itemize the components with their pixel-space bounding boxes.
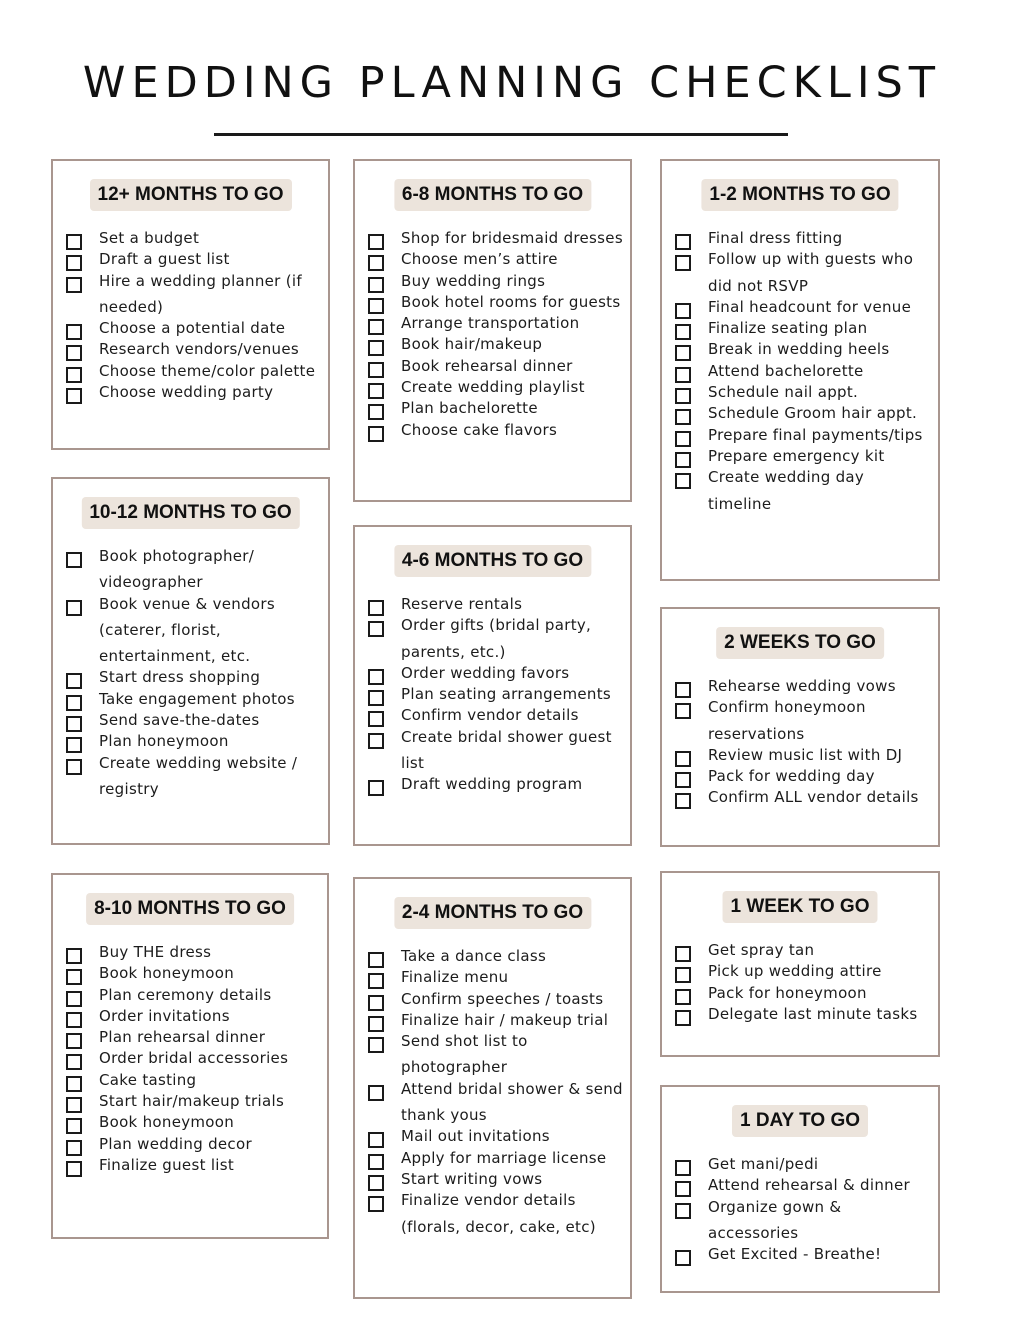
checkbox[interactable]	[675, 967, 691, 983]
checklist-item-label: Rehearse wedding vows	[708, 677, 896, 695]
checklist-item-label: Buy wedding rings	[401, 271, 546, 290]
checkbox[interactable]	[368, 1154, 384, 1170]
section-heading: 2-4 MONTHS TO GO	[394, 897, 591, 929]
checklist-items	[368, 948, 630, 1240]
checkbox[interactable]	[675, 345, 691, 361]
checklist-items	[66, 230, 328, 405]
checkbox[interactable]	[675, 409, 691, 425]
checkbox[interactable]	[66, 1033, 82, 1049]
checklist-section	[353, 159, 632, 502]
checklist-item-label: Finalize seating plan	[708, 319, 868, 338]
checkbox[interactable]	[66, 324, 82, 340]
section-heading: 1-2 MONTHS TO GO	[701, 179, 898, 211]
checklist-item-label: Take a dance class	[401, 947, 547, 965]
checklist-item-label: Schedule nail appt.	[708, 383, 859, 402]
checkbox[interactable]	[368, 1085, 384, 1101]
checkbox[interactable]	[368, 600, 384, 616]
checklist-item-label: Finalize guest list	[99, 1155, 235, 1174]
checkbox[interactable]	[368, 298, 384, 314]
checklist-item	[675, 469, 938, 517]
section-heading: 12+ MONTHS TO GO	[90, 179, 292, 211]
checklist-items	[66, 548, 328, 802]
checkbox[interactable]	[66, 367, 82, 383]
checkbox[interactable]	[368, 340, 384, 356]
checklist-section	[660, 159, 940, 581]
checklist-item-label: Send save-the-dates	[99, 711, 260, 730]
section-heading: 2 WEEKS TO GO	[716, 627, 884, 659]
checkbox[interactable]	[368, 780, 384, 796]
checklist-item-label: Draft a guest list	[99, 250, 230, 269]
checklist-item-label: Get mani/pedi	[708, 1155, 819, 1173]
checklist-item	[368, 729, 630, 777]
checkbox[interactable]	[675, 388, 691, 404]
checkbox[interactable]	[368, 404, 384, 420]
checkbox[interactable]	[675, 1160, 691, 1176]
checklist-item-label: Pack for honeymoon	[708, 983, 867, 1002]
checklist-item-label: Finalize vendor details (florals, decor, cake, etc)	[401, 1191, 596, 1236]
checkbox[interactable]	[675, 255, 691, 271]
checkbox[interactable]	[368, 383, 384, 399]
checklist-item	[675, 1199, 938, 1247]
checklist-item-label: Plan ceremony details	[99, 985, 272, 1004]
checklist-item-label: Set a budget	[99, 229, 200, 247]
checkbox[interactable]	[66, 1076, 82, 1092]
checkbox[interactable]	[66, 600, 82, 616]
checklist-item-label: Choose wedding party	[99, 383, 274, 402]
checklist-item-label: Choose theme/color palette	[99, 361, 316, 380]
checkbox[interactable]	[66, 552, 82, 568]
checklist-item-label: Confirm honeymoon reservations	[708, 698, 866, 743]
checkbox[interactable]	[675, 324, 691, 340]
checkbox[interactable]	[368, 1132, 384, 1148]
checklist-section	[51, 159, 330, 450]
checkbox[interactable]	[675, 367, 691, 383]
checkbox[interactable]	[66, 948, 82, 964]
checkbox[interactable]	[368, 1037, 384, 1053]
checklist-item-label: Choose a potential date	[99, 319, 286, 338]
checkbox[interactable]	[368, 669, 384, 685]
checkbox[interactable]	[66, 759, 82, 775]
checklist-item-label: Prepare emergency kit	[708, 446, 885, 465]
checklist-item-label: Get spray tan	[708, 941, 815, 959]
checklist-item-label: Book rehearsal dinner	[401, 356, 573, 375]
checklist-item-label: Choose cake flavors	[401, 420, 558, 439]
checklist-item-label: Send shot list to photographer	[401, 1032, 528, 1077]
checklist-item	[675, 1246, 938, 1267]
section-heading: 8-10 MONTHS TO GO	[86, 893, 294, 925]
checklist-item-label: Plan rehearsal dinner	[99, 1028, 266, 1047]
checklist-item-label: Book honeymoon	[99, 1113, 235, 1132]
checkbox[interactable]	[66, 1097, 82, 1113]
checklist-item	[368, 1033, 630, 1081]
checkbox[interactable]	[368, 995, 384, 1011]
checklist-item-label: Create wedding website / registry	[99, 753, 298, 798]
checklist-item-label: Start hair/makeup trials	[99, 1092, 285, 1111]
checklist-item-label: Create bridal shower guest list	[401, 727, 612, 773]
checklist-item-label: Reserve rentals	[401, 595, 523, 613]
section-heading: 4-6 MONTHS TO GO	[394, 545, 591, 577]
checklist-items	[675, 678, 938, 811]
checklist-item-label: Apply for marriage license	[401, 1148, 607, 1167]
checkbox[interactable]	[66, 1118, 82, 1134]
checkbox[interactable]	[675, 682, 691, 698]
checklist-item-label: Finalize hair / makeup trial	[401, 1010, 609, 1029]
checklist-item-label: Buy THE dress	[99, 943, 212, 961]
checklist-item-label: Research vendors/venues	[99, 340, 299, 359]
checklist-section	[660, 607, 940, 847]
checklist-item	[368, 776, 630, 797]
checklist-item-label: Attend rehearsal & dinner	[708, 1176, 910, 1195]
checkbox[interactable]	[368, 255, 384, 271]
checklist-item-label: Create wedding playlist	[401, 378, 585, 397]
checklist-items	[368, 230, 630, 443]
section-heading: 10-12 MONTHS TO GO	[81, 497, 299, 529]
checklist-item	[66, 755, 328, 803]
checklist-item-label: Final headcount for venue	[708, 297, 912, 316]
checklist-item-label: Break in wedding heels	[708, 340, 890, 359]
checklist-item-label: Schedule Groom hair appt.	[708, 404, 918, 423]
checklist-section	[660, 1085, 940, 1293]
checklist-item-label: Attend bridal shower & send thank yous	[401, 1079, 623, 1125]
checklist-item-label: Create wedding day timeline	[708, 468, 865, 513]
checklist-item-label: Plan bachelorette	[401, 399, 538, 418]
checklist-items	[675, 230, 938, 517]
checklist-item-label: Shop for bridesmaid dresses	[401, 229, 623, 247]
checkbox[interactable]	[675, 1250, 691, 1266]
section-heading: 1 WEEK TO GO	[722, 891, 877, 923]
checklist-item-label: Prepare final payments/tips	[708, 425, 923, 444]
checklist-item	[66, 548, 328, 596]
checklist-item	[368, 422, 630, 443]
checklist-item-label: Confirm ALL vendor details	[708, 788, 919, 807]
checkbox[interactable]	[368, 973, 384, 989]
checklist-item-label: Cake tasting	[99, 1070, 197, 1089]
checklist-item-label: Review music list with DJ	[708, 745, 903, 764]
checklist-item-label: Confirm vendor details	[401, 706, 579, 725]
checklist-item-label: Order gifts (bridal party, parents, etc.)	[401, 616, 592, 661]
checklist-item-label: Organize gown & accessories	[708, 1197, 842, 1242]
checklist-item-label: Book honeymoon	[99, 964, 235, 983]
checklist-item	[368, 1192, 630, 1240]
checkbox[interactable]	[368, 711, 384, 727]
checkbox[interactable]	[675, 431, 691, 447]
checkbox[interactable]	[675, 703, 691, 719]
checklist-item-label: Start writing vows	[401, 1169, 543, 1188]
checklist-item	[675, 251, 938, 299]
checkbox[interactable]	[368, 319, 384, 335]
checklist-item-label: Order bridal accessories	[99, 1049, 289, 1068]
checklist-item-label: Book hotel rooms for guests	[401, 292, 621, 311]
checkbox[interactable]	[66, 1140, 82, 1156]
checklist-item-label: Confirm speeches / toasts	[401, 989, 604, 1008]
checklist-section	[353, 525, 632, 846]
checklist-section	[51, 873, 329, 1239]
checkbox[interactable]	[66, 388, 82, 404]
checkbox[interactable]	[675, 946, 691, 962]
checklist-item-label: Pack for wedding day	[708, 767, 875, 786]
checkbox[interactable]	[675, 234, 691, 250]
checkbox[interactable]	[368, 733, 384, 749]
checkbox[interactable]	[66, 969, 82, 985]
checklist-item-label: Finalize menu	[401, 968, 509, 987]
checkbox[interactable]	[675, 1010, 691, 1026]
checklist-items	[66, 944, 327, 1178]
checklist-item-label: Book photographer/ videographer	[99, 547, 255, 592]
checklist-item-label: Attend bachelorette	[708, 361, 864, 380]
checkbox[interactable]	[66, 991, 82, 1007]
checkbox[interactable]	[675, 989, 691, 1005]
checklist-items	[675, 1156, 938, 1267]
checkbox[interactable]	[368, 277, 384, 293]
checkbox[interactable]	[66, 695, 82, 711]
checklist-item-label: Mail out invitations	[401, 1127, 550, 1146]
checkbox[interactable]	[66, 1161, 82, 1177]
checklist-item	[66, 384, 328, 405]
checkbox[interactable]	[368, 1196, 384, 1212]
checkbox[interactable]	[675, 772, 691, 788]
checklist-section	[353, 877, 632, 1299]
checklist-item-label: Delegate last minute tasks	[708, 1004, 918, 1023]
checklist-items	[368, 596, 630, 798]
checkbox[interactable]	[675, 1181, 691, 1197]
checkbox[interactable]	[368, 362, 384, 378]
checklist-item	[675, 1006, 938, 1027]
checkbox[interactable]	[66, 1054, 82, 1070]
checklist-item	[368, 1081, 630, 1129]
checkbox[interactable]	[368, 426, 384, 442]
checkbox[interactable]	[675, 1203, 691, 1219]
checklist-item	[368, 617, 630, 665]
checklist-item-label: Plan seating arrangements	[401, 685, 612, 704]
checkbox[interactable]	[675, 303, 691, 319]
checkbox[interactable]	[368, 621, 384, 637]
checklist-item-label: Take engagement photos	[99, 689, 295, 708]
checklist-item	[66, 273, 328, 321]
checkbox[interactable]	[368, 1016, 384, 1032]
section-heading: 6-8 MONTHS TO GO	[394, 179, 591, 211]
checklist-item-label: Final dress fitting	[708, 229, 843, 247]
checklist-item-label: Hire a wedding planner (if needed)	[99, 271, 302, 316]
checkbox[interactable]	[66, 255, 82, 271]
section-heading: 1 DAY TO GO	[732, 1105, 868, 1137]
checklist-item-label: Choose men’s attire	[401, 250, 558, 269]
checkbox[interactable]	[66, 345, 82, 361]
checklist-item-label: Follow up with guests who did not RSVP	[708, 250, 914, 295]
checklist-item-label: Order invitations	[99, 1006, 230, 1025]
checkbox[interactable]	[675, 473, 691, 489]
checklist-item-label: Pick up wedding attire	[708, 962, 882, 981]
title-divider	[214, 133, 788, 136]
checklist-item-label: Book hair/makeup	[401, 335, 543, 354]
checkbox[interactable]	[675, 452, 691, 468]
checklist-section	[660, 871, 940, 1057]
page-title: WEDDING PLANNING CHECKLIST	[82, 58, 942, 108]
checkbox[interactable]	[66, 716, 82, 732]
checkbox[interactable]	[368, 952, 384, 968]
checklist-item	[66, 596, 328, 670]
checkbox[interactable]	[368, 690, 384, 706]
checklist-item-label: Book venue & vendors (caterer, florist, entertainment, etc.	[99, 594, 275, 666]
checkbox[interactable]	[675, 751, 691, 767]
checklist-item-label: Order wedding favors	[401, 663, 570, 682]
checkbox[interactable]	[66, 737, 82, 753]
checklist-section	[51, 477, 330, 845]
checklist-item-label: Get Excited - Breathe!	[708, 1245, 882, 1264]
checkbox[interactable]	[675, 793, 691, 809]
checkbox[interactable]	[66, 234, 82, 250]
checkbox[interactable]	[368, 1175, 384, 1191]
checklist-item-label: Plan wedding decor	[99, 1134, 252, 1153]
checkbox[interactable]	[66, 277, 82, 293]
checkbox[interactable]	[66, 1012, 82, 1028]
checklist-items	[675, 942, 938, 1027]
checklist-item-label: Draft wedding program	[401, 775, 583, 794]
checklist-item	[675, 699, 938, 747]
checklist-item-label: Arrange transportation	[401, 314, 580, 333]
checkbox[interactable]	[66, 673, 82, 689]
checklist-item-label: Plan honeymoon	[99, 732, 229, 751]
checklist-item	[675, 789, 938, 810]
checklist-item-label: Start dress shopping	[99, 668, 261, 687]
checklist-item	[66, 1157, 327, 1178]
checkbox[interactable]	[368, 234, 384, 250]
